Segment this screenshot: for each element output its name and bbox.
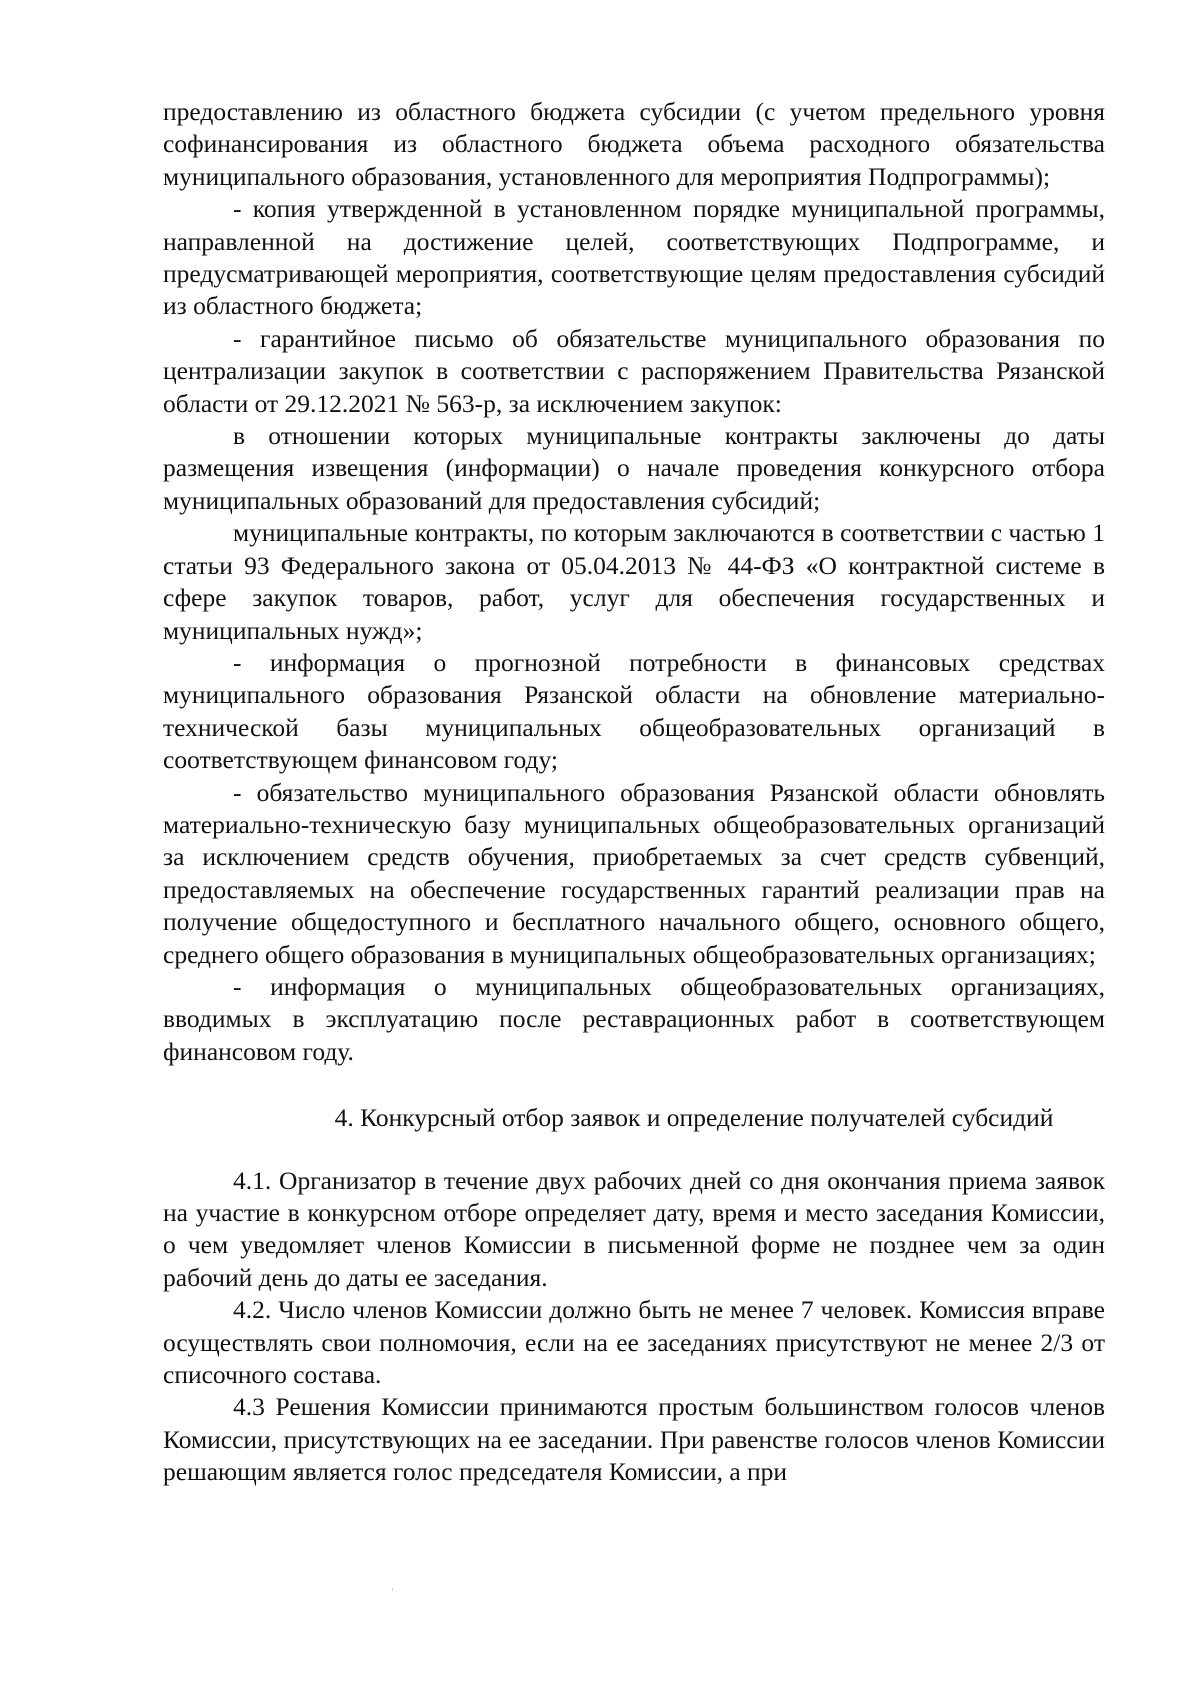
paragraph-subsidy-cofinancing: предоставлению из областного бюджета субсидии (с учетом предельного уровня софинансирования из областного бюджета объема расходного обязательства муниципального образования, установленного для мероприятия Подпрограммы);: [163, 97, 1105, 191]
paragraph-update-obligation: - обязательство муниципального образования Рязанской области обновлять материально-техническую базу муниципальных общеобразовательных организаций за исключением средств обучения, приобретаемых за счет средств субвенций, предоставляемых на обеспечение государственных гарантий реализации прав на получение общедоступного и бесплатного начального общего, основного общего, среднего общего образования в муниципальных общеобразовательных организациях;: [163, 777, 1105, 969]
paragraph-federal-law-contracts: муниципальные контракты, по которым заключаются в соответствии с частью 1 статьи 93 Федерального закона от 05.04.2013 № 44-ФЗ «О контрактной системе в сфере закупок товаров, работ, услуг для обеспечения государственных и муниципальных нужд»;: [163, 518, 1105, 645]
paragraph-guarantee-letter: - гарантийное письмо об обязательстве муниципального образования по централизации закупок в соответствии с распоряжением Правительства Рязанской области от 29.12.2021 № 563-р, за исключением закупок:: [163, 323, 1105, 418]
scan-artifact: [392, 1588, 393, 1591]
paragraph-4-3: 4.3 Решения Комиссии принимаются простым большинством голосов членов Комиссии, присутствующих на ее заседании. При равенстве голосов членов Комиссии решающим является голос председателя Комиссии, а при: [163, 1392, 1105, 1487]
paragraph-program-copy: - копия утвержденной в установленном порядке муниципальной программы, направленной на достижение целей, соответствующих Подпрограмме, и предусматривающей мероприятия, соответствующие целям предоставления субсидий из областного бюджета;: [163, 194, 1105, 321]
document-page: [163, 96, 1105, 1489]
paragraph-contracts-concluded: в отношении которых муниципальные контракты заключены до даты размещения извещения (информации) о начале проведения конкурсного отбора муниципальных образований для предоставления субсидий;: [163, 421, 1105, 515]
paragraph-forecast-needs: - информация о прогнозной потребности в финансовых средствах муниципального образования Рязанской области на обновление материально-технической базы муниципальных общеобразовательных организаций в соответствующем финансовом году;: [163, 647, 1105, 775]
paragraph-restoration-info: - информация о муниципальных общеобразовательных организациях, вводимых в эксплуатацию после реставрационных работ в соответствующем финансовом году.: [163, 971, 1105, 1066]
paragraph-4-1: 4.1. Организатор в течение двух рабочих дней со дня окончания приема заявок на участие в конкурсном отборе определяет дату, время и место заседания Комиссии, о чем уведомляет членов Комиссии в письменной форме не позднее чем за один рабочий день до даты ее заседания.: [163, 1165, 1105, 1292]
section-heading: 4. Конкурсный отбор заявок и определение получателей субсидий: [334, 1103, 1054, 1133]
paragraph-4-2: 4.2. Число членов Комиссии должно быть не менее 7 человек. Комиссия вправе осуществлять свои полномочия, если на ее заседаниях присутствуют не менее 2/3 от списочного состава.: [163, 1295, 1105, 1390]
